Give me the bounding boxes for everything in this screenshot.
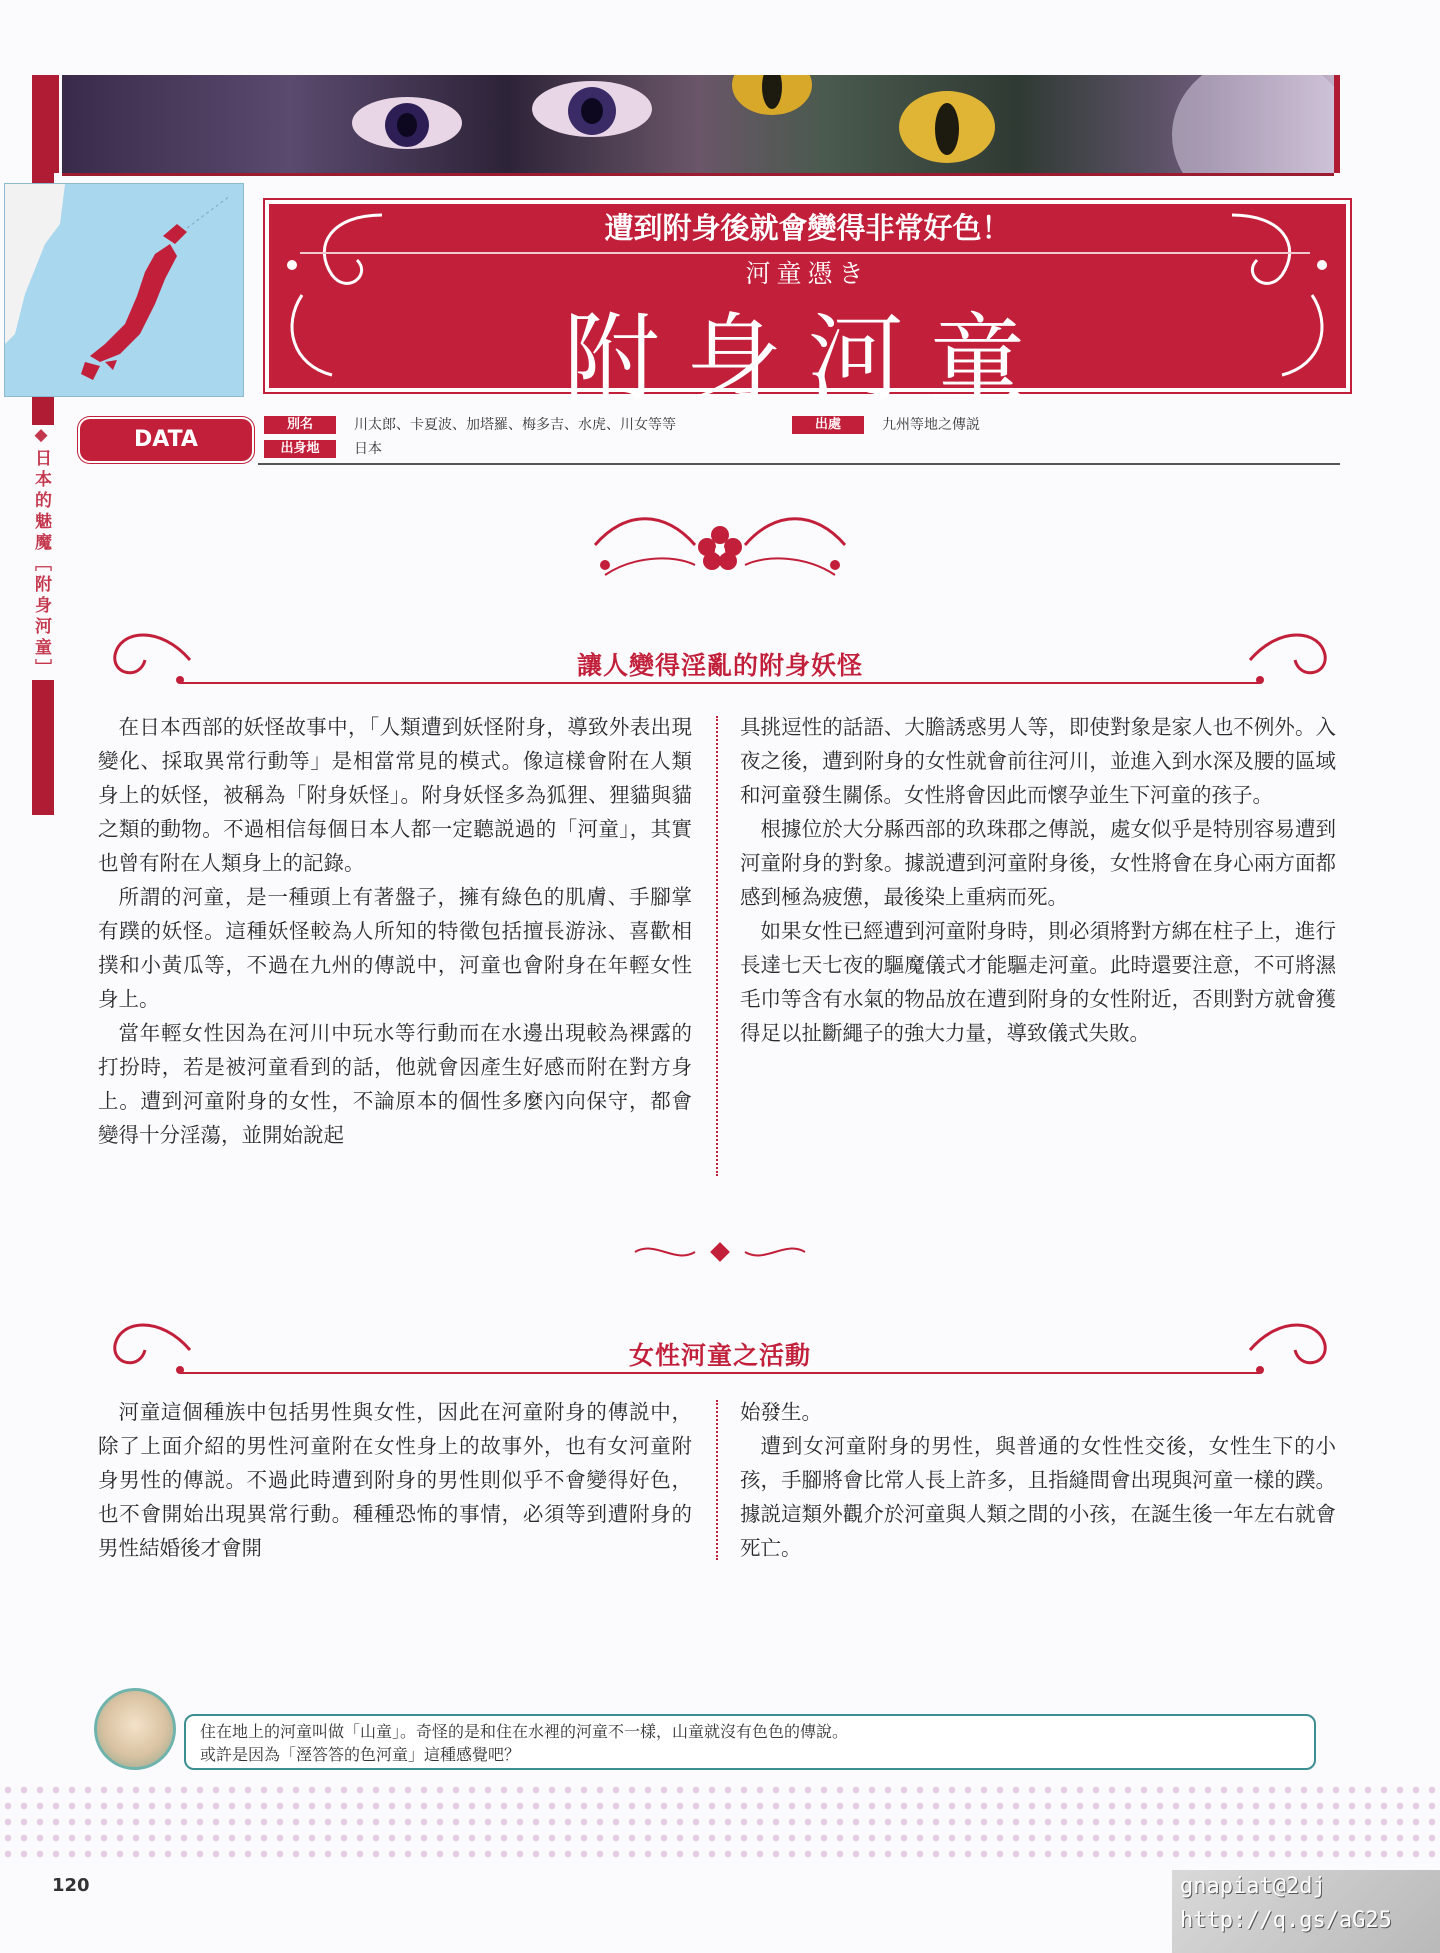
- paragraph: 具挑逗性的話語、大膽誘惑男人等，即使對象是家人也不例外。入夜之後，遭到附身的女性就會前往河川，並進入到水深及腰的區域和河童發生關係。女性將會因此而懷孕並生下河童的孩子。: [740, 715, 1336, 807]
- column-divider: [716, 716, 718, 1176]
- section-rule: [180, 682, 1260, 684]
- page-title: 附身河童: [563, 303, 1052, 415]
- section-heading: 女性河童之活動: [628, 1341, 811, 1370]
- speech-bubble: [184, 1714, 1316, 1770]
- sidebar-label: [32, 425, 54, 680]
- character-avatar: [94, 1688, 176, 1770]
- banner-frame-left: [50, 75, 59, 173]
- paragraph: 河童這個種族中包括男性與女性，因此在河童附身的傳説中，除了上面介紹的男性河童附在女性身上的故事外，也有女河童附身男性的傳説。不過此時遭到附身的男性則似乎不會變得好色，也不會開始出現異常行動。種種恐怖的事情，必須等到遭附身的男性結婚後才會開: [98, 1400, 692, 1560]
- title-kana: 河童憑き: [745, 259, 870, 288]
- section2-right-column: [740, 1395, 1336, 1565]
- watermark-line: http://q.gs/aG25: [1180, 1908, 1392, 1933]
- page-number: 120: [52, 1875, 90, 1896]
- paragraph: 根據位於大分縣西部的玖珠郡之傳説，處女似乎是特別容易遭到河童附身的對象。據説遭到河童附身後，女性將會在身心兩方面都感到極為疲憊，最後染上重病而死。: [740, 817, 1336, 909]
- paragraph: 所謂的河童，是一種頭上有著盤子，擁有綠色的肌膚、手腳掌有蹼的妖怪。這種妖怪較為人所知的特徵包括擅長游泳、喜歡相撲和小黃瓜等，不過在九州的傳説中，河童也會附身在年輕女性身上。: [98, 885, 692, 1011]
- paragraph: 始發生。: [740, 1400, 822, 1424]
- banner-frame-right: [1334, 75, 1340, 173]
- paragraph: 當年輕女性因為在河川中玩水等行動而在水邊出現較為裸露的打扮時，若是被河童看到的話，他就會因產生好感而附在對方身上。遭到河童附身的女性，不論原本的個性多麼內向保守，都會變得十分淫蕩，並開始說起: [98, 1021, 692, 1147]
- sidebar-entry: ［附身河童］: [31, 554, 51, 680]
- watermark: [1172, 1870, 1440, 1953]
- title-subtitle: 遭到附身後就會變得非常好色！: [604, 211, 1011, 245]
- paragraph: 在日本西部的妖怪故事中，「人類遭到妖怪附身，導致外表出現變化、採取異常行動等」是相當常見的模式。像這樣會附在人類身上的妖怪，被稱為「附身妖怪」。附身妖怪多為狐狸、狸貓與貓之類的動物。不過相信每個日本人都一定聽説過的「河童」，其實也曾有附在人類身上的記錄。: [98, 715, 692, 875]
- paragraph: 遭到女河童附身的男性，與普通的女性性交後，女性生下的小孩，手腳將會比常人長上許多，且指縫間會出現與河童一樣的蹼。據説這類外觀介於河童與人類之間的小孩，在誕生後一年左右就會死亡。: [740, 1434, 1336, 1560]
- section1-right-column: [740, 710, 1336, 1050]
- section1-left-column: [98, 710, 692, 1152]
- bubble-line: 或許是因為「溼答答的色河童」這種感覺吧？: [200, 1745, 521, 1764]
- header-illustration: [62, 75, 1334, 176]
- section-rule: [180, 1372, 1260, 1374]
- alias-tag: 別名: [264, 416, 336, 434]
- flower-ornament-icon: [585, 505, 855, 585]
- watermark-line: gnapiat@2dj: [1180, 1874, 1326, 1899]
- paragraph: 如果女性已經遭到河童附身時，則必須將對方綁在柱子上，進行長達七天七夜的驅魔儀式才能驅走河童。此時還要注意，不可將濕毛巾等含有水氣的物品放在遭到附身的女性附近，否則對方就會獲得足以扯斷繩子的強大力量，導致儀式失敗。: [740, 919, 1336, 1045]
- section-heading: 讓人變得淫亂的附身妖怪: [576, 651, 863, 680]
- origin-value: 日本: [354, 441, 382, 457]
- character-eyes-art: [62, 75, 1334, 173]
- column-divider: [716, 1400, 718, 1560]
- sidebar-category: ◆日本的魅魔: [31, 425, 51, 554]
- divider-ornament-icon: [630, 1240, 810, 1264]
- data-badge: DATA: [80, 419, 252, 461]
- origin-tag: 出身地: [264, 440, 336, 458]
- source-value: 九州等地之傳説: [882, 417, 980, 433]
- japan-map: [4, 183, 244, 397]
- source-tag: 出處: [792, 416, 864, 434]
- japan-map-icon: [5, 184, 243, 396]
- alias-value: 川太郎、卡夏波、加塔羅、梅多吉、水虎、川女等等: [354, 417, 676, 433]
- dot-pattern: [0, 1782, 1440, 1860]
- section2-left-column: [98, 1395, 692, 1565]
- data-divider: [258, 463, 1340, 465]
- bubble-line: 住在地上的河童叫做「山童」。奇怪的是和住在水裡的河童不一樣，山童就沒有色色的傳說。: [200, 1722, 849, 1741]
